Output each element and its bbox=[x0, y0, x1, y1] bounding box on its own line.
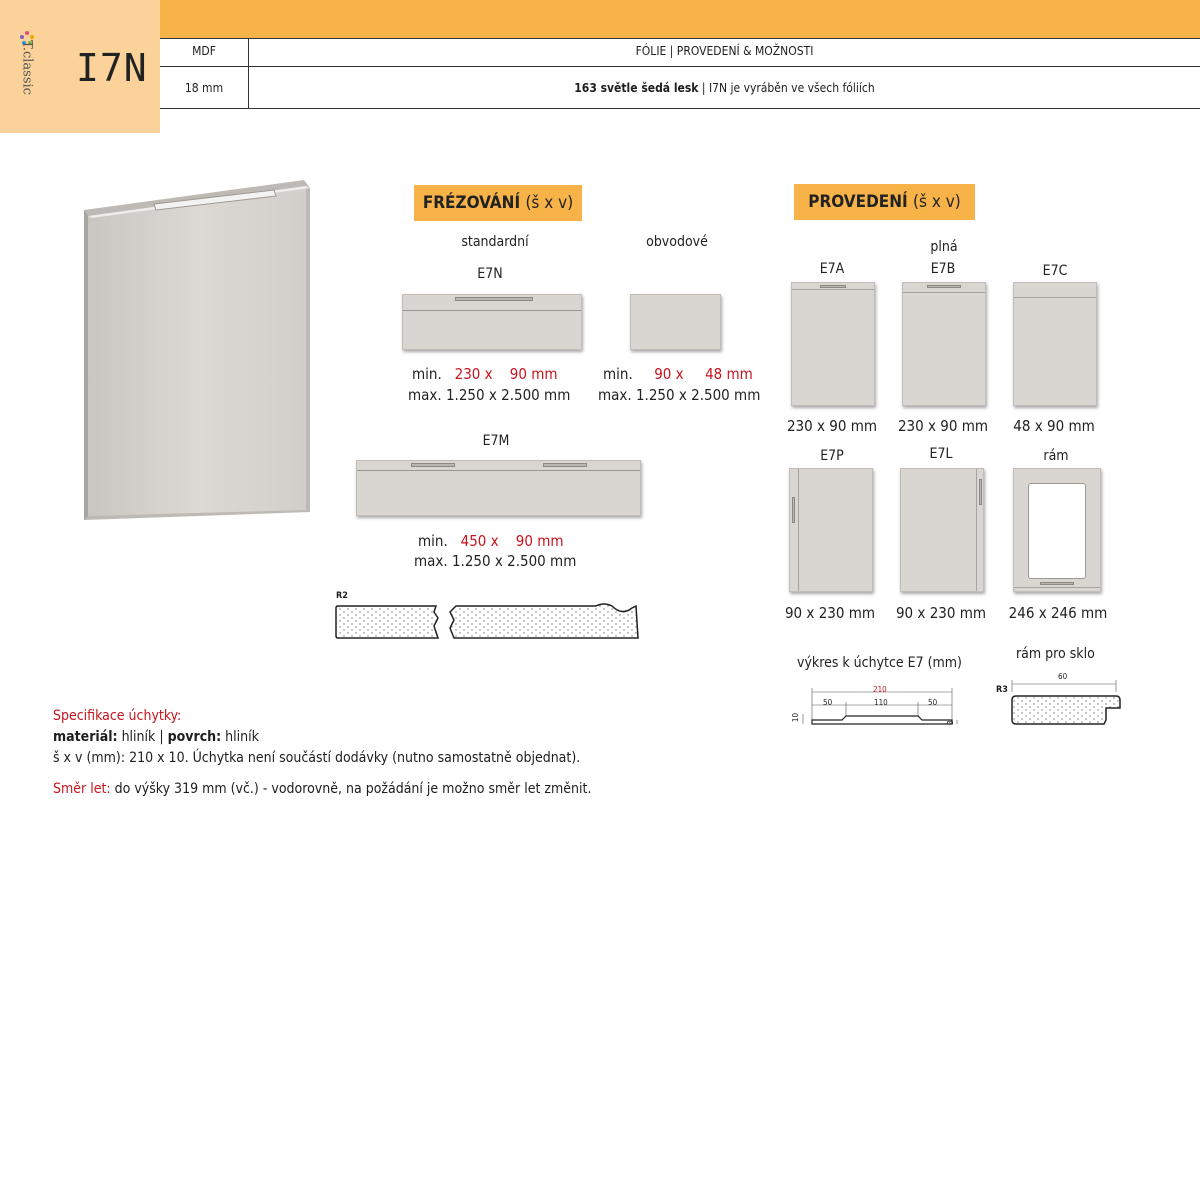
milling-title: FRÉZOVÁNÍ bbox=[422, 193, 521, 213]
versions-title: PROVEDENÍ bbox=[808, 192, 908, 212]
perimeter-min-w: 90 x bbox=[654, 365, 684, 383]
spec-col1-header: MDF bbox=[192, 44, 216, 58]
e7b-panel bbox=[902, 282, 986, 406]
material-value: hliník | bbox=[117, 729, 168, 745]
e7c-groove bbox=[1014, 297, 1096, 298]
perimeter-min-label: min. bbox=[603, 365, 633, 383]
ram-glass-opening bbox=[1028, 483, 1086, 579]
perimeter-min-h: 48 mm bbox=[705, 365, 753, 383]
handle-total-dim: 210 bbox=[873, 685, 887, 694]
standard-label: standardní bbox=[461, 234, 529, 250]
grain-label: Směr let: bbox=[53, 781, 111, 797]
e7a-size: 230 x 90 mm bbox=[786, 417, 878, 435]
e7p-handle bbox=[792, 497, 795, 523]
e7m-max: max. 1.250 x 2.500 mm bbox=[414, 552, 577, 570]
brand-logo bbox=[14, 30, 40, 110]
ram-label: rám bbox=[1043, 448, 1069, 464]
brand-name: T.classic bbox=[19, 40, 35, 95]
e7b-groove bbox=[903, 292, 985, 293]
ram-size: 246 x 246 mm bbox=[1008, 604, 1108, 622]
e7p-groove bbox=[798, 469, 799, 591]
surface-label: povrch: bbox=[167, 729, 222, 745]
e7m-min bbox=[418, 532, 564, 550]
e7n-min-h: 90 mm bbox=[509, 365, 558, 383]
e7c-panel bbox=[1013, 282, 1097, 406]
spec-col1-value: 18 mm bbox=[184, 81, 224, 95]
e7m-label: E7M bbox=[482, 433, 510, 449]
glass-frame-width: 60 bbox=[1058, 672, 1068, 681]
glass-frame-title: rám pro sklo bbox=[1016, 646, 1095, 662]
foil-name: 163 světle šedá lesk bbox=[574, 81, 699, 95]
handle-left-dim: 50 bbox=[823, 698, 833, 707]
e7l-size: 90 x 230 mm bbox=[895, 604, 987, 622]
e7m-min-h: 90 mm bbox=[515, 532, 564, 550]
spec-table-line-mid bbox=[160, 66, 1200, 67]
e7m-groove bbox=[357, 470, 640, 471]
plna-label: plná bbox=[930, 239, 958, 255]
e7m-panel bbox=[356, 460, 641, 516]
e7n-min-label: min. bbox=[412, 365, 442, 383]
e7n-groove bbox=[403, 310, 581, 311]
handle-mid-dim: 110 bbox=[874, 698, 888, 707]
ram-groove bbox=[1014, 587, 1100, 588]
glass-frame-radius: R3 bbox=[996, 685, 1008, 695]
foil-note: | I7N je vyráběn ve všech fóliích bbox=[698, 81, 875, 95]
perimeter-panel bbox=[630, 294, 721, 350]
e7n-label: E7N bbox=[477, 266, 503, 282]
header-band bbox=[0, 0, 1200, 39]
ram-panel bbox=[1013, 468, 1101, 592]
e7l-label: E7L bbox=[929, 446, 953, 462]
handle-height-dim: 10 bbox=[791, 712, 801, 723]
surface-value: hliník bbox=[221, 729, 259, 745]
e7p-size: 90 x 230 mm bbox=[784, 604, 876, 622]
versions-section-label bbox=[794, 184, 975, 220]
milling-title-suffix: (š x v) bbox=[525, 193, 574, 213]
e7l-groove bbox=[976, 469, 977, 591]
e7n-handle bbox=[455, 297, 533, 301]
product-code: I7N bbox=[76, 46, 148, 90]
glass-frame-profile bbox=[1008, 678, 1124, 730]
spec-table-line-bottom bbox=[160, 108, 1200, 109]
e7c-label: E7C bbox=[1042, 263, 1068, 279]
e7a-handle bbox=[820, 285, 846, 288]
grain-direction-line bbox=[53, 779, 591, 800]
spec-col2-header: FÓLIE | PROVEDENÍ & MOŽNOSTI bbox=[635, 44, 814, 58]
versions-title-suffix: (š x v) bbox=[913, 192, 961, 212]
e7m-handle-left bbox=[411, 463, 455, 467]
e7b-size: 230 x 90 mm bbox=[897, 417, 989, 435]
e7p-panel bbox=[789, 468, 873, 592]
e7n-min bbox=[412, 365, 558, 383]
milling-section-label bbox=[414, 185, 582, 221]
e7m-handle-right bbox=[543, 463, 587, 467]
e7a-panel bbox=[791, 282, 875, 406]
e7a-label: E7A bbox=[819, 261, 845, 277]
e7c-size: 48 x 90 mm bbox=[1013, 417, 1095, 435]
ram-handle bbox=[1040, 582, 1074, 585]
spec-col2-value bbox=[249, 81, 1200, 95]
spec-table-line-top bbox=[160, 38, 1200, 39]
door-photo bbox=[84, 180, 324, 520]
profile-r2-label: R2 bbox=[336, 591, 348, 601]
material-label: materiál: bbox=[53, 729, 118, 745]
handle-spec-block bbox=[53, 706, 591, 800]
e7n-max: max. 1.250 x 2.500 mm bbox=[408, 386, 571, 404]
e7n-min-w: 230 x bbox=[454, 365, 493, 383]
handle-depth-dim: 3 bbox=[945, 720, 955, 725]
e7b-handle bbox=[927, 285, 961, 288]
handle-size-line: š x v (mm): 210 x 10. Úchytka není součástí dodávky (nutno samostatně objednat). bbox=[53, 750, 581, 766]
e7m-min-w: 450 x bbox=[460, 532, 499, 550]
handle-drawing-title: výkres k úchytce E7 (mm) bbox=[797, 655, 962, 671]
e7l-panel bbox=[900, 468, 984, 592]
grain-value: do výšky 319 mm (vč.) - vodorovně, na požádání je možno směr let změnit. bbox=[110, 781, 592, 797]
e7b-label: E7B bbox=[930, 261, 956, 277]
handle-spec-title: Specifikace úchytky: bbox=[53, 708, 182, 724]
handle-right-dim: 50 bbox=[928, 698, 938, 707]
perimeter-max: max. 1.250 x 2.500 mm bbox=[598, 386, 761, 404]
e7n-panel bbox=[402, 294, 582, 350]
edge-profile-drawing bbox=[334, 598, 642, 644]
perimeter-label: obvodové bbox=[646, 234, 708, 250]
e7a-groove bbox=[792, 289, 874, 290]
e7m-min-label: min. bbox=[418, 532, 448, 550]
e7p-label: E7P bbox=[820, 448, 844, 464]
handle-material-line bbox=[53, 727, 591, 748]
perimeter-min bbox=[603, 365, 753, 383]
e7l-handle bbox=[979, 479, 982, 505]
